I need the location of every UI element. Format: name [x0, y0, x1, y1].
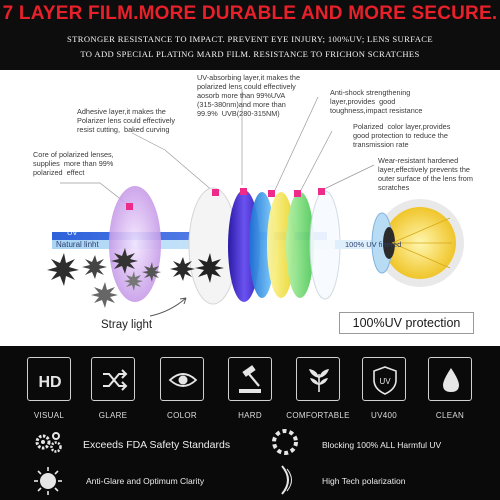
- feature-visual: [27, 357, 71, 401]
- gavel-icon: [229, 358, 273, 402]
- feature-fda-safety: Exceeds FDA Safety Standards: [83, 439, 231, 451]
- stray-light-label: Stray light: [101, 319, 153, 331]
- feature-hard: [228, 357, 272, 401]
- feature-block-uv: Blocking 100% ALL Harmful UV: [322, 440, 442, 450]
- layer-label-polarized-color: Polarized color layer,provides good protection to reduce the transmission rate: [353, 122, 451, 149]
- header-subtitle-line-2: TO ADD SPECIAL PLATING MARD FILM. RESISTANCE TO FRICHON SCRATCHES: [80, 49, 420, 59]
- feature-anti-glare: Anti-Glare and Optimum Clarity: [86, 476, 205, 486]
- header-subtitle-line-1: STRONGER RESISTANCE TO IMPACT. PREVENT EYE INJURY; 100%UV; LENS SURFACE: [67, 34, 433, 44]
- stray-light-arrow: [150, 298, 186, 316]
- feature-label-clean: CLEAN: [435, 411, 465, 420]
- feature-label-uv400: UV400: [371, 411, 397, 420]
- feature-label-hard: HARD: [238, 411, 262, 420]
- feature-color: [160, 357, 204, 401]
- eye-icon: [161, 358, 205, 402]
- feature-uv400: [362, 357, 406, 401]
- layer-label-adhesive: Adhesive layer,it makes the Polarizer lens could effectively resist cutting, baked curving: [77, 107, 176, 134]
- layer-label-uv-absorbing: UV-absorbing layer,it makes the polarized lens could effectively aosorb more than 99%UVA (315-380nm)and more than 99.9% UVB(280-315NM): [197, 73, 301, 118]
- feature-label-visual: VISUAL: [33, 411, 65, 420]
- feature-comfortable: [296, 357, 340, 401]
- svg-text:UV: UV: [379, 377, 391, 386]
- plant-icon: [297, 358, 341, 402]
- sun-icon: [33, 466, 63, 496]
- feature-glare: [91, 357, 135, 401]
- feature-label-comfortable: COMFORTABLE: [286, 411, 350, 420]
- water-drop-icon: [429, 358, 473, 402]
- feature-polarization: High Tech polarization: [322, 476, 406, 486]
- layer-label-anti-shock: Anti-shock strengthening layer,provides good toughness,impact resistance: [330, 88, 423, 115]
- page-title: 7 LAYER FILM.MORE DURABLE AND MORE SECURE.: [2, 3, 498, 24]
- shield-icon: [363, 358, 407, 402]
- feature-label-glare: GLARE: [98, 411, 128, 420]
- gears-icon: [34, 431, 64, 455]
- natural-light-label: Natural linht: [56, 240, 99, 249]
- polarization-lens-icon: [274, 463, 298, 497]
- hd-icon: [28, 358, 72, 402]
- shuffle-arrows-icon: [92, 358, 136, 402]
- layer-label-wear-resistant: Wear-resistant hardened layer,effectively prevents the outer surface of the lens from scratches: [378, 156, 473, 192]
- uv-block-ring-icon: [270, 427, 300, 457]
- svg-text:HD: HD: [38, 374, 62, 391]
- feature-label-color: COLOR: [167, 411, 197, 420]
- uv-ray-label: UV: [67, 228, 78, 237]
- feature-clean: [428, 357, 472, 401]
- uv-protection-box: 100%UV protection: [339, 312, 474, 334]
- uv-filtered-label: 100% UV filtered: [345, 240, 402, 249]
- layer-label-core: Core of polarized lenses, supplies more than 99% polarized effect: [33, 150, 114, 177]
